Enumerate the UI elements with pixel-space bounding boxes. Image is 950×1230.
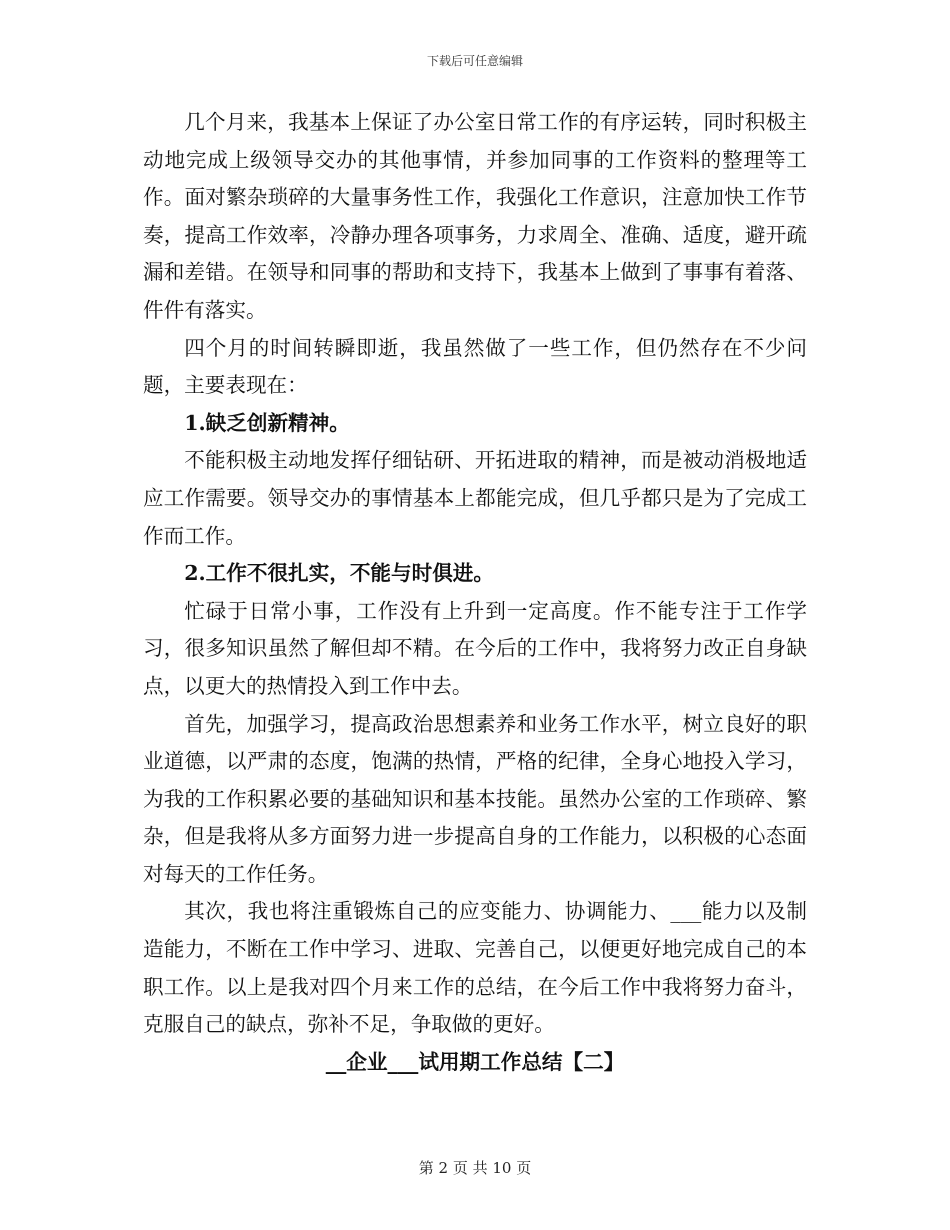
paragraph-problem-2: 忙碌于日常小事，工作没有上升到一定高度。作不能专注于工作学习，很多知识虽然了解但却不精。在今后的工作中，我将努力改正自身缺点，以更大的热情投入到工作中去。 [143,598,807,698]
section-title: __企业___试用期工作总结【二】 [325,1049,625,1074]
paragraph-second-improvement: 其次，我也将注重锻炼自己的应变能力、协调能力、___能力以及制造能力，不断在工作中学习、进取、完善自己，以便更好地完成自己的本职工作。以上是我对四个月来工作的总结，在今后工作中我将努力奋斗，克服自己的缺点，弥补不足，争取做的更好。 [143,899,807,1037]
paragraph-summary: 几个月来，我基本上保证了办公室日常工作的有序运转，同时积极主动地完成上级领导交办的其他事情，并参加同事的工作资料的整理等工作。面对繁杂琐碎的大量事务性工作，我强化工作意识，注意加快工作节奏，提高工作效率，冷静办理各项事务，力求周全、准确、适度，避开疏漏和差错。在领导和同事的帮助和支持下，我基本上做到了事事有着落、件件有落实。 [143,110,807,322]
paragraph-problem-1: 不能积极主动地发挥仔细钻研、开拓进取的精神，而是被动消极地适应工作需要。领导交办的事情基本上都能完成，但几乎都只是为了完成工作而工作。 [143,448,807,548]
heading-problem-1: 1.缺乏创新精神。 [184,410,350,435]
page-header: 下载后可任意编辑 [426,54,523,68]
page-number: 第 2 页 共 10 页 [418,1159,532,1177]
paragraph-first-improvement: 首先，加强学习，提高政治思想素养和业务工作水平，树立良好的职业道德，以严肃的态度，饱满的热情，严格的纪律，全身心地投入学习，为我的工作积累必要的基础知识和基本技能。虽然办公室的工作琐碎、繁杂，但是我将从多方面努力进一步提高自身的工作能力，以积极的心态面对每天的工作任务。 [143,711,807,886]
document-body [143,104,807,1081]
paragraph-problems-intro: 四个月的时间转瞬即逝，我虽然做了一些工作，但仍然存在不少问题，主要表现在： [143,335,807,398]
heading-problem-2: 2.工作不很扎实，不能与时俱进。 [184,561,494,586]
